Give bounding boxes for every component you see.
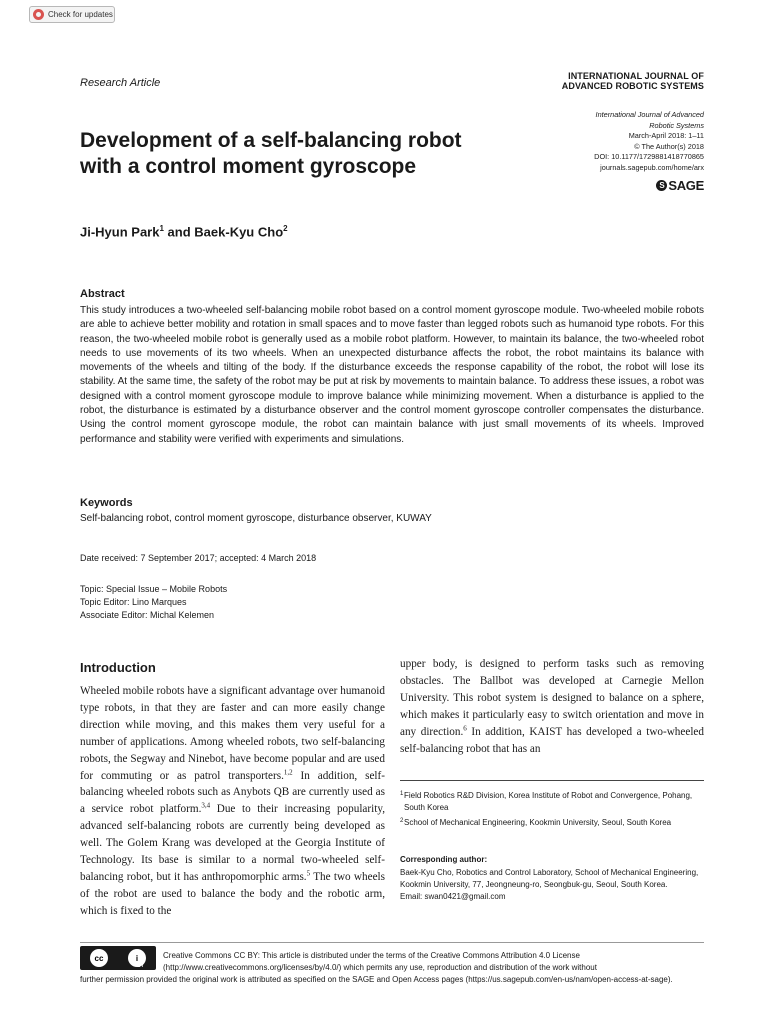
corresponding-author-email[interactable]: Email: swan0421@gmail.com [400,891,506,901]
citation[interactable]: 6 [463,723,467,732]
article-type: Research Article [80,77,161,89]
author-list [80,224,288,239]
body-text: Due to their increasing popularity, advanced self-balancing robots are currently being developed as well. The Golem Krang was developed at the Georgia Institute of Technology. Its base is similar to a normal two-wheeled self-balancing robot, but it has anthropomorphic arms. [80,803,386,883]
abstract-text: This study introduces a two-wheeled self-balancing mobile robot based on a control moment gyroscope module. Two-wheeled mobile robots are able to achieve better mobility and rotation in small spaces and to move faster than legged robots such as humanoid type robots. For this reason, the two-wheeled mobile robot is generally used as a mobile robot platform. However, to maintain its balance, the two-wheeled robot needs to use movements of its two wheels. When an unexpected disturbance affects the robot, the robot maintains its balance with movements of the wheels and tilting of the body. If the disturbance exceeds the response capability of the robot, the robot will lose its stability. At the same time, the safety of the robot may be put at risk by movements to maintain balance. To address these issues, a robot was designed with a control moment gyroscope module to improve balance while minimizing movement. When a disturbance is applied to the robot, the disturbance is estimated by a disturbance observer and the control moment gyroscope controller compensates the disturbance. Using the control moment gyroscope module, the robot can maintain balance with just small movements of its wheels. Improved performance and stability were verified with experiments and simulations. [80,305,704,445]
abstract-heading: Abstract [80,288,125,300]
footnote-divider [400,780,704,781]
affiliation-marker: 1 [159,224,164,233]
meta-journal-1: International Journal of Advanced [595,110,704,119]
corresponding-author [400,867,704,902]
license-text: Creative Commons CC BY: This article is distributed under the terms of the Creative Commons Attribution 4.0 License (http://www.creativecommons.org/licenses/by/4.0/) which permits any use, reproduction and distribution of the work without [163,951,597,972]
journal-name-line1: INTERNATIONAL JOURNAL OF [568,71,704,81]
introduction-paragraph-left [80,683,385,920]
corresponding-author-address: Baek-Kyu Cho, Robotics and Control Laboratory, School of Mechanical Engineering, Kookmin University, 77, Jeongneung-ro, Seongbuk-gu, Seoul, South Korea. [400,868,699,889]
affiliations [400,790,704,833]
topic: Topic: Special Issue – Mobile Robots [80,584,228,594]
title-line1: Development of a self-balancing robot [80,129,462,152]
author-name: Baek-Kyu Cho [194,224,284,240]
body-text: Wheeled mobile robots have a significant advantage over humanoid type robots, in that they are faster and can more easily change direction while moving, and this makes them very useful for a number of applications. Among wheeled robots, two self-balancing robots, the Segway and Ninebot, have become popular and are used for commuting or as patrol transporters. [80,685,385,782]
article-meta [594,110,704,174]
license-divider [80,942,704,943]
meta-doi[interactable]: DOI: 10.1177/1729881418770865 [594,152,704,162]
publisher-name: SAGE [668,178,704,193]
journal-name-line2: ADVANCED ROBOTIC SYSTEMS [561,81,704,91]
meta-journal-2: Robotic Systems [649,120,704,130]
check-for-updates-label: Check for updates [48,10,113,19]
corresponding-author-heading: Corresponding author: [400,855,488,864]
date-received: Date received: 7 September 2017; accepted: 4 March 2018 [80,553,317,563]
meta-issue: March-April 2018: 1–11 [628,131,704,141]
citation[interactable]: 3,4 [201,801,211,810]
crossmark-icon [33,9,44,20]
keywords-heading: Keywords [80,497,133,509]
body-text: In addition, KAIST has developed a two-wheeled self-balancing robot that has an [400,725,704,755]
author-separator: and [163,224,195,240]
publisher-logo [656,178,704,193]
body-text: The two wheels of the robot are used to balance the body and the robotic arm, which is fixed to the [80,870,385,917]
affiliation-text: School of Mechanical Engineering, Kookmin University, Seoul, South Korea [404,818,672,827]
meta-url[interactable]: journals.sagepub.com/home/arx [600,162,704,172]
affiliation-marker: 2 [283,224,288,233]
cc-icon: cc [90,949,108,967]
affiliation-2 [400,817,704,829]
paper-title [80,128,480,180]
license-text-continued: further permission provided the original work is attributed as specified on the SAGE and Open Access pages (https://us.sagepub.com/en-us/nam/open-access-at-sage). [80,975,673,984]
journal-name [562,71,704,91]
affiliation-text: Field Robotics R&D Division, Korea Institute of Robot and Convergence, Pohang, South Korea [404,791,693,812]
check-for-updates-button[interactable] [29,6,115,23]
associate-editor: Associate Editor: Michal Kelemen [80,610,215,620]
topic-editor: Topic Editor: Lino Marques [80,597,187,607]
title-line2: with a control moment gyroscope [80,155,417,178]
affiliation-1 [400,790,704,813]
introduction-heading: Introduction [80,660,156,675]
citation[interactable]: 5 [306,869,311,878]
citation[interactable]: 1,2 [283,767,293,776]
meta-copyright: © The Author(s) 2018 [634,141,704,151]
by-label: BY [137,963,144,969]
affiliation-number: 2 [400,818,404,824]
affiliation-number: 1 [400,791,404,797]
introduction-paragraph-right [400,656,704,757]
topic-info [80,583,227,622]
body-text: upper body, is designed to perform tasks such as removing obstacles. The Ballbot was developed at Carnegie Mellon University. This robot system is designed to balance on a sphere, which makes it particularly easy to switch orientation and move in any direction. [400,658,704,738]
cc-by-badge[interactable] [80,946,156,970]
sage-logo-icon: S [656,180,667,191]
author-name: Ji-Hyun Park [80,224,160,240]
attribution-icon: i [128,949,146,967]
keywords-text: Self-balancing robot, control moment gyroscope, disturbance observer, KUWAY [80,513,432,524]
body-text: In addition, self-balancing wheeled robots such as Anybots QB are currently used as a service robot platform. [80,769,385,816]
